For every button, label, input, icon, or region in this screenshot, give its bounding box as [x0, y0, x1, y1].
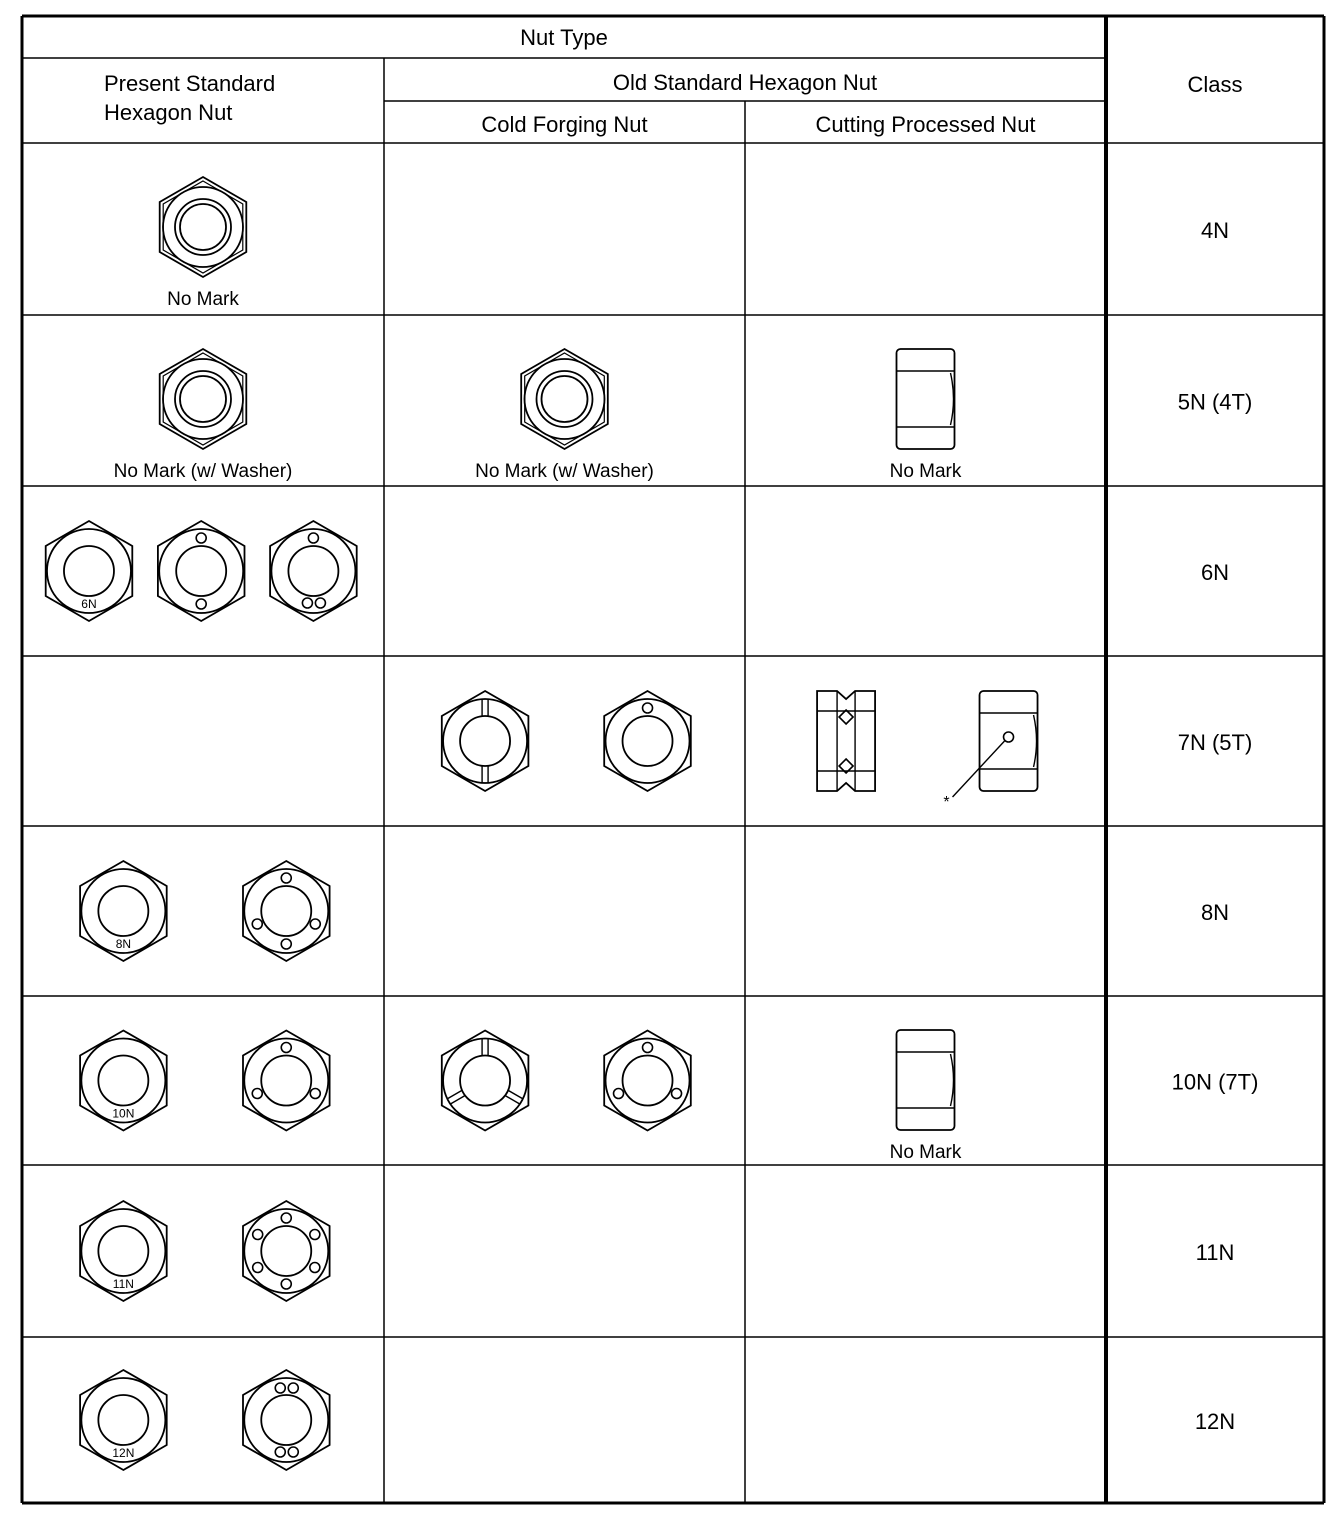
- cell-cold: [475, 349, 654, 482]
- class-label: 10N (7T): [1171, 1069, 1259, 1095]
- nut-symbol: [943, 691, 1037, 811]
- side-nut-edge: [951, 373, 954, 425]
- cell-present: [46, 521, 357, 621]
- identification-dot: [252, 1089, 262, 1099]
- identification-dot: [308, 533, 318, 543]
- table-row: [80, 1030, 1258, 1163]
- nut-symbol: [158, 521, 245, 621]
- nut-symbol: [604, 1031, 691, 1131]
- side-nut-edge: [951, 1054, 954, 1106]
- nut-symbol: [160, 349, 247, 449]
- table-row: [114, 349, 1253, 482]
- cell-cold: [442, 691, 691, 791]
- side-nut-outline: [817, 691, 875, 791]
- hex-nut-outline: [243, 1031, 330, 1131]
- cell-cold: [442, 1031, 691, 1131]
- nut-symbol: [243, 1201, 330, 1301]
- nut-hole: [261, 886, 311, 936]
- identification-groove: [505, 1096, 520, 1105]
- cell-present: [114, 349, 293, 482]
- nut-symbol: [442, 1031, 529, 1131]
- identification-groove: [447, 1090, 462, 1099]
- nut-hole: [98, 886, 148, 936]
- header-present-standard: Hexagon Nut: [104, 100, 233, 125]
- header-cutting-processed: Cutting Processed Nut: [815, 112, 1036, 137]
- nut-hole: [261, 1395, 311, 1445]
- table-body: [46, 177, 1259, 1470]
- nut-caption: No Mark (w/ Washer): [475, 461, 654, 482]
- nut-hole: [261, 1226, 311, 1276]
- identification-dot: [310, 1089, 320, 1099]
- identification-dot: [275, 1447, 285, 1457]
- identification-dot: [614, 1089, 624, 1099]
- footnote-marker: *: [943, 794, 950, 811]
- nut-hole: [460, 1056, 510, 1106]
- nut-hole: [98, 1056, 148, 1106]
- cell-present: [80, 1031, 330, 1131]
- identification-dot: [252, 919, 262, 929]
- identification-dot: [253, 1230, 263, 1240]
- header-cold-forging: Cold Forging Nut: [481, 112, 648, 137]
- nut-symbol: [160, 177, 247, 277]
- nut-symbol: [46, 521, 133, 621]
- table-row: [442, 691, 1252, 811]
- identification-dot: [643, 703, 653, 713]
- identification-dot: [310, 1263, 320, 1273]
- nut-hole: [175, 199, 231, 255]
- hex-nut-outline: [243, 1370, 330, 1470]
- nut-symbol: [897, 349, 955, 449]
- side-nut-outline: [897, 349, 955, 449]
- nut-hole: [98, 1395, 148, 1445]
- nut-hole: [261, 1056, 311, 1106]
- nut-face: [244, 869, 328, 953]
- identification-dot: [281, 939, 291, 949]
- nut-symbol: [442, 691, 529, 791]
- nut-hole: [180, 204, 226, 250]
- hex-nut-outline: [243, 861, 330, 961]
- identification-dot: [281, 1279, 291, 1289]
- identification-dot: [281, 1213, 291, 1223]
- nut-symbol: [604, 691, 691, 791]
- hex-nut-outline: [442, 691, 529, 791]
- nut-hole: [623, 716, 673, 766]
- nut-hole: [460, 716, 510, 766]
- cell-cutting: [890, 1030, 962, 1163]
- nut-hole: [64, 546, 114, 596]
- table-row: [80, 1201, 1234, 1301]
- identification-dot: [643, 1043, 653, 1053]
- hex-nut-outline: [604, 691, 691, 791]
- nut-hole: [180, 376, 226, 422]
- class-label: 4N: [1200, 218, 1230, 243]
- hex-nut-outline: [243, 1201, 330, 1301]
- cell-cutting: [890, 349, 962, 482]
- class-label: 8N: [1200, 900, 1230, 925]
- nut-face: [443, 1039, 527, 1123]
- identification-dot: [288, 1447, 298, 1457]
- nut-hole: [98, 1226, 148, 1276]
- header-old-standard: Old Standard Hexagon Nut: [612, 70, 878, 95]
- nut-symbol: [243, 1370, 330, 1470]
- cell-cutting: [817, 691, 1037, 811]
- hex-nut-outline: [604, 1031, 691, 1131]
- nut-caption: No Mark: [889, 1142, 962, 1163]
- cell-present: [160, 177, 247, 310]
- cell-present: [80, 861, 330, 961]
- identification-dot: [672, 1089, 682, 1099]
- nut-marking-text: 10N: [112, 1106, 135, 1121]
- hex-nut-outline: [160, 177, 247, 277]
- nut-hole: [537, 371, 593, 427]
- cell-present: [80, 1201, 330, 1301]
- hex-nut-outline: [160, 349, 247, 449]
- nut-face: [606, 1039, 690, 1123]
- identification-dot: [315, 598, 325, 608]
- class-label: 11N: [1195, 1240, 1235, 1265]
- nut-face: [244, 1209, 328, 1293]
- nut-symbol: [80, 1031, 167, 1131]
- nut-symbol: [521, 349, 608, 449]
- table-row: [160, 177, 1229, 310]
- identification-groove: [508, 1090, 523, 1099]
- nut-hole: [175, 371, 231, 427]
- identification-dot: [302, 598, 312, 608]
- table-row: [80, 861, 1229, 961]
- table-row: [46, 521, 1229, 621]
- nut-symbol: [270, 521, 357, 621]
- nut-symbol: [243, 1031, 330, 1131]
- nut-symbol: [80, 1370, 167, 1470]
- hex-nut-outline: [442, 1031, 529, 1131]
- identification-groove: [450, 1096, 465, 1105]
- header-present-standard: Present Standard: [104, 71, 276, 96]
- hex-nut-outline: [270, 521, 357, 621]
- identification-dot: [281, 873, 291, 883]
- identification-dot: [253, 1263, 263, 1273]
- nut-marking-text: 12N: [112, 1446, 135, 1460]
- nut-symbol: [897, 1030, 955, 1130]
- identification-dot: [310, 1230, 320, 1240]
- nut-caption: No Mark: [167, 289, 239, 310]
- class-label: 7N (5T): [1177, 730, 1253, 755]
- nut-face: [271, 529, 355, 613]
- nut-face: [244, 1378, 328, 1462]
- side-nut-edge: [1034, 715, 1037, 767]
- nut-face: [443, 699, 527, 783]
- table-grid: [22, 16, 1324, 1503]
- nut-hole: [288, 546, 338, 596]
- class-label: 6N: [1200, 560, 1230, 585]
- hex-nut-outline: [158, 521, 245, 621]
- header-class: Class: [1187, 72, 1243, 97]
- nut-symbol: [817, 691, 875, 791]
- nut-symbol: [80, 1201, 167, 1301]
- class-label: 12N: [1194, 1409, 1236, 1434]
- nut-hole: [176, 546, 226, 596]
- identification-dot: [281, 1043, 291, 1053]
- nut-face: [159, 529, 243, 613]
- table-header: [104, 25, 1243, 137]
- nut-symbol: [80, 861, 167, 961]
- identification-dot: [1004, 732, 1014, 742]
- nut-hole: [623, 1056, 673, 1106]
- side-nut-outline: [897, 1030, 955, 1130]
- nut-face: [244, 1039, 328, 1123]
- identification-dot: [196, 599, 206, 609]
- cell-present: [80, 1370, 330, 1470]
- identification-notch: [839, 710, 853, 724]
- table-row: [80, 1370, 1235, 1470]
- nut-marking-text: 6N: [81, 597, 97, 611]
- nut-caption: No Mark: [889, 461, 962, 482]
- identification-dot: [310, 919, 320, 929]
- identification-dot: [275, 1383, 285, 1393]
- identification-dot: [196, 533, 206, 543]
- nut-hole: [542, 376, 588, 422]
- side-nut-outline: [980, 691, 1038, 791]
- nut-marking-text: 11N: [112, 1277, 134, 1291]
- nut-symbol: [243, 861, 330, 961]
- nut-face: [606, 699, 690, 783]
- identification-dot: [288, 1383, 298, 1393]
- nut-marking-text: 8N: [115, 937, 132, 951]
- header-nut-type: Nut Type: [520, 25, 608, 50]
- hex-nut-outline: [521, 349, 608, 449]
- class-label: 5N (4T): [1177, 389, 1253, 415]
- nut-caption: No Mark (w/ Washer): [113, 461, 293, 482]
